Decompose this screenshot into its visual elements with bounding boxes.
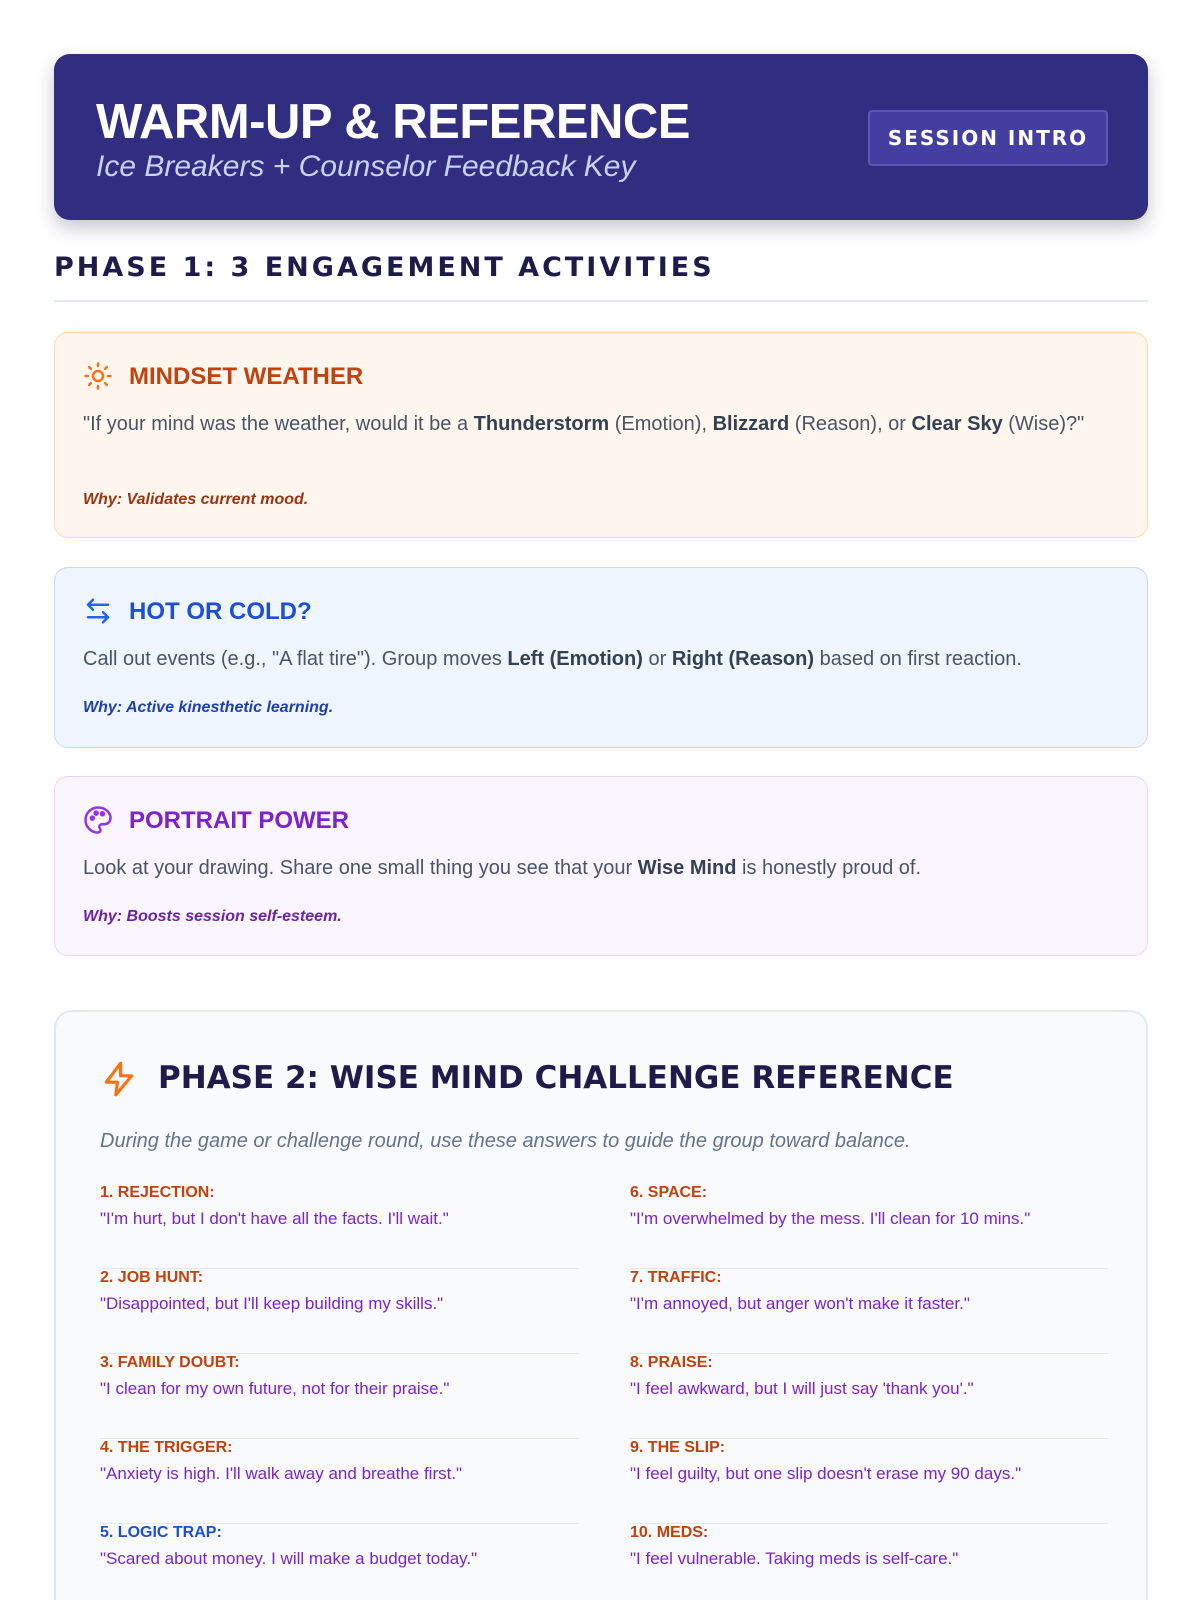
- reference-item: [630, 1524, 1108, 1600]
- activity-why: Why: Boosts session self-esteem.: [83, 908, 342, 925]
- reference-label: 1. REJECTION:: [100, 1184, 215, 1201]
- reference-item: [630, 1354, 1108, 1439]
- activity-why: Why: Active kinesthetic learning.: [83, 699, 334, 716]
- reference-answer: "I'm annoyed, but anger won't make it faster.": [630, 1294, 970, 1313]
- sun-icon: [83, 361, 113, 391]
- reference-answer: "I feel vulnerable. Taking meds is self-care.": [630, 1549, 959, 1568]
- phase2-intro: During the game or challenge round, use these answers to guide the group toward balance.: [100, 1130, 911, 1152]
- reference-answer: "I feel guilty, but one slip doesn't erase my 90 days.": [630, 1464, 1022, 1483]
- page-title: WARM-UP & REFERENCE: [96, 95, 690, 149]
- arrows-left-right-icon: [83, 596, 113, 626]
- activity-description: Look at your drawing. Share one small thing you see that your Wise Mind is honestly proud of.: [83, 857, 922, 879]
- activity-title: HOT OR COLD?: [129, 598, 312, 625]
- header-banner: [54, 54, 1148, 220]
- reference-answer: "I clean for my own future, not for their praise.": [100, 1379, 450, 1398]
- activity-title: MINDSET WEATHER: [129, 363, 364, 390]
- reference-label: 2. JOB HUNT:: [100, 1269, 204, 1286]
- reference-item: [100, 1524, 578, 1600]
- reference-label: 8. PRAISE:: [630, 1354, 713, 1371]
- activity-card-portrait-power: [54, 776, 1148, 956]
- reference-label: 5. LOGIC TRAP:: [100, 1524, 222, 1541]
- palette-icon: [83, 805, 113, 835]
- activity-title: PORTRAIT POWER: [129, 807, 349, 834]
- reference-item: [630, 1439, 1108, 1524]
- reference-answer: "Anxiety is high. I'll walk away and breathe first.": [100, 1464, 463, 1483]
- reference-answer: "Disappointed, but I'll keep building my skills.": [100, 1294, 444, 1313]
- reference-item: [100, 1354, 578, 1439]
- reference-item: [100, 1269, 578, 1354]
- reference-answer: "I'm overwhelmed by the mess. I'll clean for 10 mins.": [630, 1209, 1031, 1228]
- phase1-heading: PHASE 1: 3 ENGAGEMENT ACTIVITIES: [54, 252, 715, 283]
- reference-answer: "I feel awkward, but I will just say 'thank you'.": [630, 1379, 974, 1398]
- reference-item: [100, 1439, 578, 1524]
- reference-label: 7. TRAFFIC:: [630, 1269, 722, 1286]
- reference-item: [630, 1184, 1108, 1269]
- activity-description: Call out events (e.g., "A flat tire"). Group moves Left (Emotion) or Right (Reason) based on first reaction.: [83, 648, 1022, 670]
- phase2-title: PHASE 2: WISE MIND CHALLENGE REFERENCE: [158, 1060, 954, 1096]
- divider: [54, 300, 1148, 302]
- reference-item: [630, 1269, 1108, 1354]
- activity-description: "If your mind was the weather, would it be a Thunderstorm (Emotion), Blizzard (Reason), or Clear Sky (Wise)?": [83, 413, 1085, 435]
- reference-label: 10. MEDS:: [630, 1524, 709, 1541]
- reference-answer: "Scared about money. I will make a budget today.": [100, 1549, 478, 1568]
- reference-item: [100, 1184, 578, 1269]
- lightning-icon: [100, 1060, 138, 1098]
- activity-card-hot-or-cold: [54, 567, 1148, 748]
- reference-answer: "I'm hurt, but I don't have all the facts. I'll wait.": [100, 1209, 449, 1228]
- phase2-panel: [54, 1010, 1148, 1600]
- reference-label: 9. THE SLIP:: [630, 1439, 726, 1456]
- reference-label: 4. THE TRIGGER:: [100, 1439, 233, 1456]
- reference-label: 6. SPACE:: [630, 1184, 708, 1201]
- activity-card-mindset-weather: [54, 332, 1148, 538]
- activity-why: Why: Validates current mood.: [83, 491, 309, 508]
- reference-label: 3. FAMILY DOUBT:: [100, 1354, 240, 1371]
- session-intro-button[interactable]: SESSION INTRO: [868, 110, 1108, 166]
- page-subtitle: Ice Breakers + Counselor Feedback Key: [96, 150, 636, 183]
